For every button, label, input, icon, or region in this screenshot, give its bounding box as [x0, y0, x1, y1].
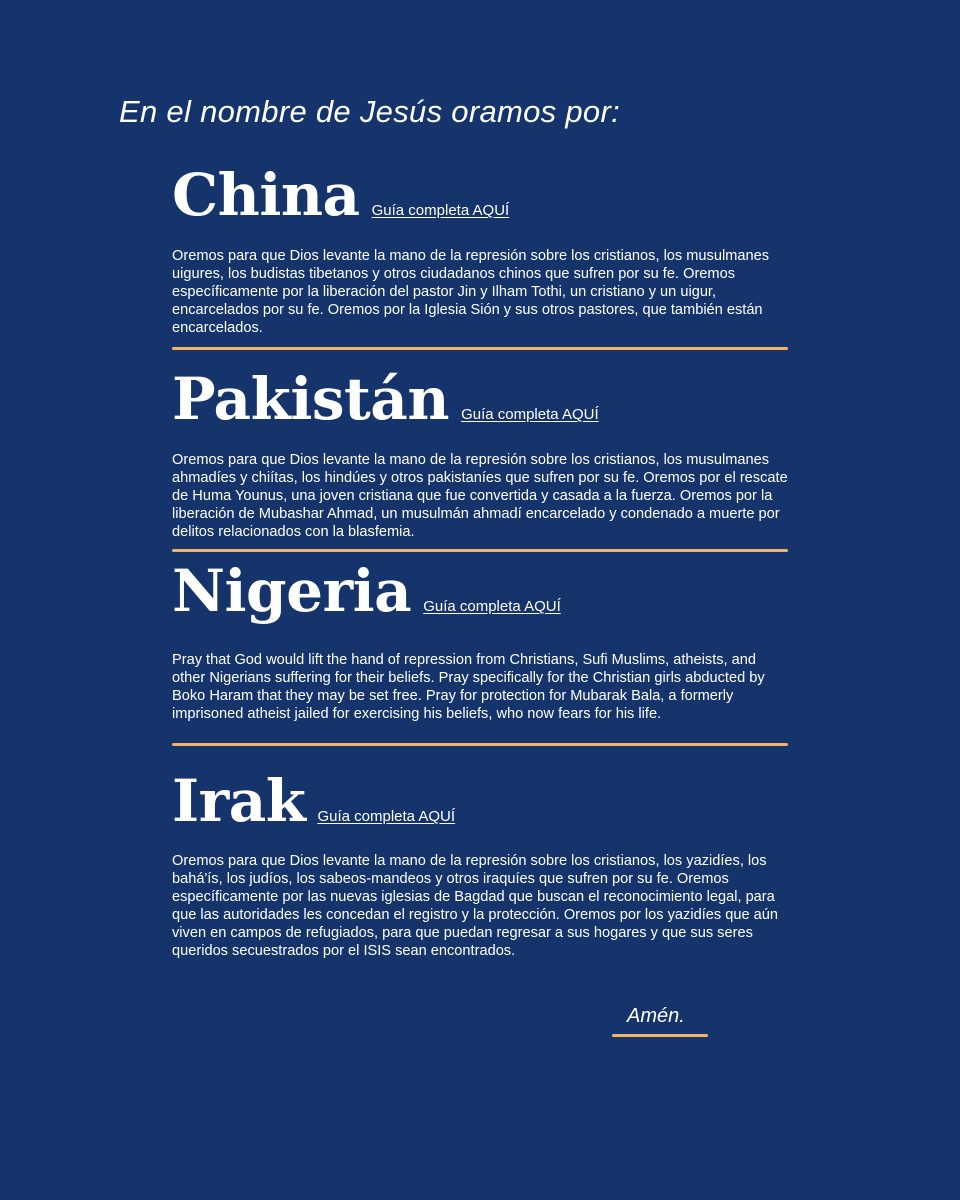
guide-link-nigeria[interactable]: Guía completa AQUÍ [423, 598, 561, 615]
section-heading-row [172, 557, 788, 625]
section-divider [172, 347, 788, 350]
section-text-nigeria: Pray that God would lift the hand of repression from Christians, Sufi Muslims, atheists, and other Nigerians suffering for their beliefs. Pray specifically for the Christian girls abducted by Boko Haram that they may be set free. Pray for protection for Mubarak Bala, a formerly imprisoned atheist jailed for exercising his beliefs, who now fears for his life. [172, 652, 765, 722]
country-title-irak: Irak [172, 767, 306, 835]
section-heading-row [172, 161, 788, 229]
section-text-pakistan: Oremos para que Dios levante la mano de la represión sobre los cristianos, los musulmanes ahmadíes y chiítas, los hindúes y otros pakistaníes que sufren por su fe. Oremos por el rescate de Huma Younus, una joven cristiana que fue convertida y casada a la fuerza. Oremos por la liberación de Mubashar Ahmad, un musulmán ahmadí encarcelado y condenado a muerte por delitos relacionados con la blasfemia. [172, 452, 788, 540]
country-title-nigeria: Nigeria [172, 557, 412, 625]
section-nigeria [172, 557, 788, 722]
section-china [172, 161, 788, 336]
closing-amen: Amén. [627, 1005, 685, 1027]
country-title-china: China [172, 161, 360, 229]
section-divider [172, 549, 788, 552]
section-divider [172, 743, 788, 746]
guide-link-irak[interactable]: Guía completa AQUÍ [317, 808, 456, 825]
guide-link-pakistan[interactable]: Guía completa AQUÍ [461, 406, 599, 423]
section-heading-row [172, 767, 788, 835]
section-pakistan [172, 365, 788, 540]
section-irak [172, 767, 788, 959]
section-heading-row [172, 365, 788, 433]
intro-heading: En el nombre de Jesús oramos por: [119, 94, 620, 129]
country-title-pakistan: Pakistán [172, 365, 450, 433]
amen-underline [612, 1034, 708, 1037]
section-text-china: Oremos para que Dios levante la mano de la represión sobre los cristianos, los musulmanes uigures, los budistas tibetanos y otros ciudadanos chinos que sufren por su fe. Oremos específicamente por la liberación del pastor Jin y Ilham Tothi, un cristiano y un uigur, encarcelados por su fe. Oremos por la Iglesia Sión y sus otros pastores, que también están encarcelados. [172, 248, 770, 336]
section-text-irak: Oremos para que Dios levante la mano de la represión sobre los cristianos, los yazidíes, los bahá'ís, los judíos, los sabeos-mandeos y otros iraquíes que sufren por su fe. Oremos específicamente por las nuevas iglesias de Bagdad que buscan el reconocimiento legal, para que las autoridades les concedan el registro y la protección. Oremos por los yazidíes que aún viven en campos de refugiados, para que puedan regresar a sus hogares y que sus seres queridos secuestrados por el ISIS sean encontrados. [172, 853, 778, 959]
guide-link-china[interactable]: Guía completa AQUÍ [371, 202, 510, 219]
